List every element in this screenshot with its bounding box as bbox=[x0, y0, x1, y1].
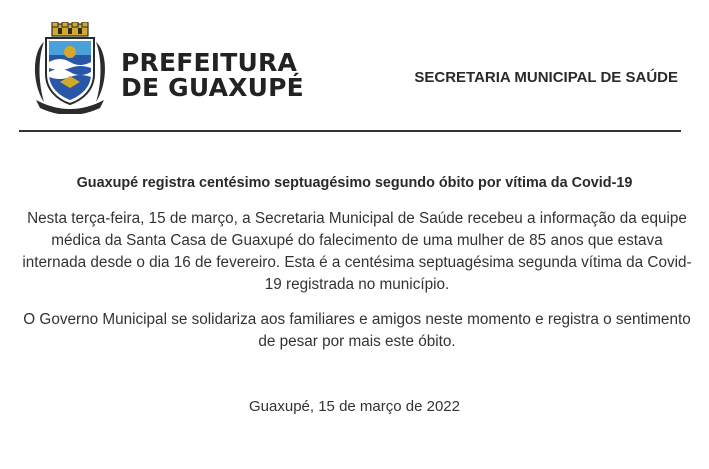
brand-line-1: PREFEITURA bbox=[121, 48, 298, 77]
article-paragraph-1: Nesta terça-feira, 15 de março, a Secretaria Municipal de Saúde recebeu a informação da equipe médica da Santa Casa de Guaxupé do falecimento de uma mulher de 85 anos que estava internada desde o dia 16 de fevereiro. Esta é a centésima septuagésima segunda vítima da Covid-19 registrada no município. bbox=[22, 210, 692, 293]
article-paragraph-2: O Governo Municipal se solidariza aos familiares e amigos neste momento e registra o sentimento de pesar por mais este óbito. bbox=[23, 311, 691, 350]
department-name: SECRETARIA MUNICIPAL DE SAÚDE bbox=[414, 69, 678, 86]
dateline: Guaxupé, 15 de março de 2022 bbox=[249, 398, 460, 415]
brand-wordmark bbox=[121, 50, 304, 100]
header-divider bbox=[19, 130, 681, 132]
letterhead bbox=[0, 0, 709, 132]
city-crest-logo bbox=[30, 22, 110, 114]
article-headline: Guaxupé registra centésimo septuagésimo segundo óbito por vítima da Covid-19 bbox=[76, 175, 633, 191]
brand-line-2: DE GUAXUPÉ bbox=[121, 73, 304, 102]
